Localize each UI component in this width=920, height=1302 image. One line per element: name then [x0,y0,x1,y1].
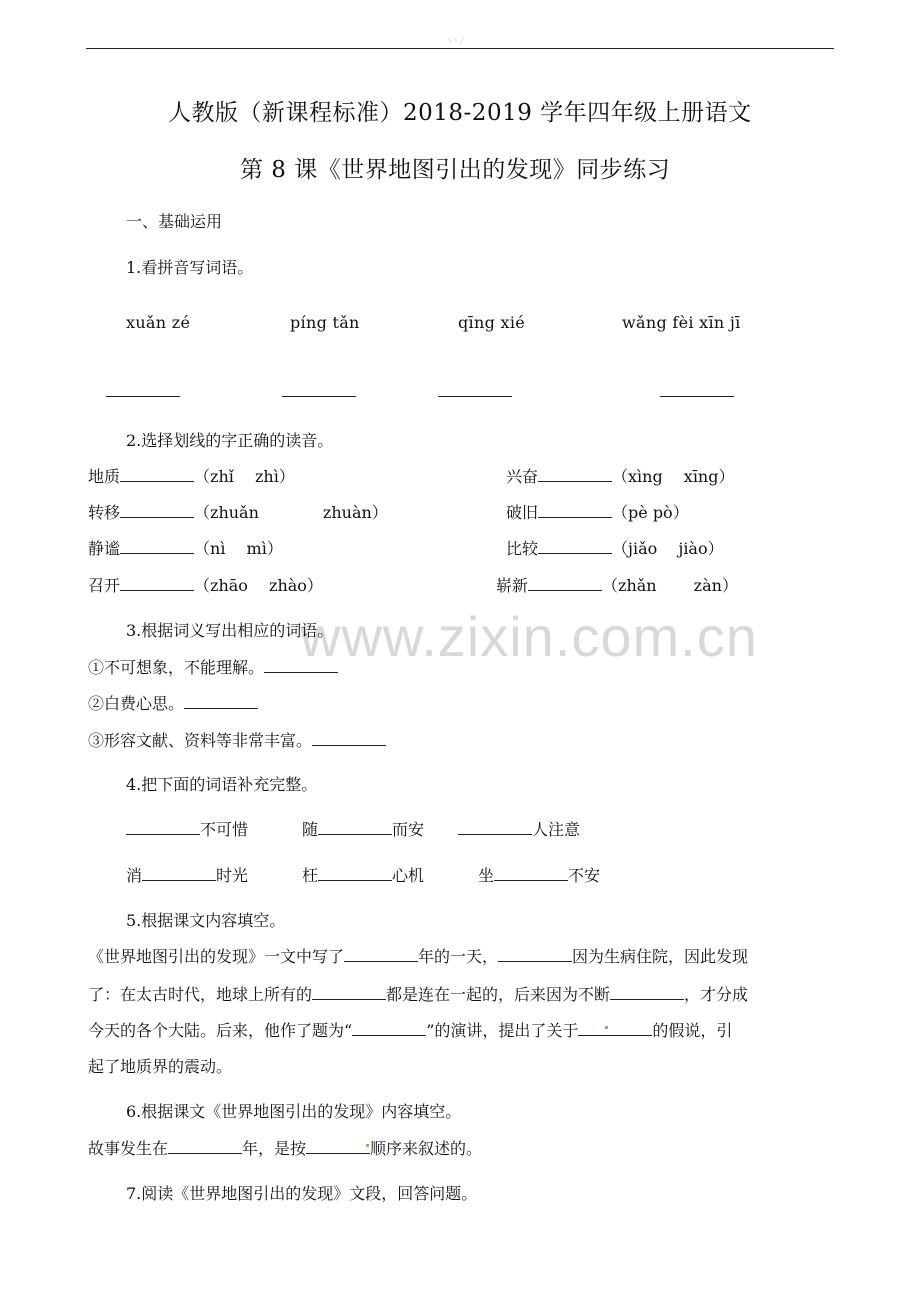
answer-blank-2[interactable] [282,382,356,397]
q2-row1-right [506,467,734,487]
q3-item-2 [88,694,258,714]
q6-text: 年，是按 [242,1139,307,1158]
q6-line [88,1139,482,1159]
q3-blank[interactable] [312,731,386,746]
question-2-label: 2.选择划线的字正确的读音。 [126,431,334,450]
q4-text: 心机 [392,866,425,885]
q2-options: （jiǎo jiào） [612,539,724,558]
q5-text: 都是连在一起的，后来因为不断 [386,985,611,1004]
q3-item-text: ②白费心思。 [88,694,185,713]
q2-word: 召开 [88,576,121,595]
q2-options: （pè pò） [612,503,689,522]
q2-row4-right [496,576,738,596]
question-7-label: 7.阅读《世界地图引出的发现》文段，回答问题。 [126,1184,478,1203]
q5-blank[interactable] [352,1021,426,1036]
q2-blank[interactable] [120,467,194,482]
q2-options: （zhāo zhào） [194,576,323,595]
q3-item-text: ①不可想象，不能理解。 [88,658,265,677]
q5-blank[interactable] [344,947,418,962]
q4-text: 人注意 [532,820,581,839]
q5-text: 年的一天， [418,947,499,966]
pinyin-2: píng tǎn [290,313,360,332]
q5-line-4: 起了地质界的震动。 [88,1057,233,1076]
q2-word: 比较 [506,539,539,558]
q4-blank[interactable] [494,866,568,881]
q2-word: 破旧 [506,503,539,522]
answer-blank-1[interactable] [106,382,180,397]
q2-row2-left [88,503,388,523]
q3-item-1 [88,658,338,678]
stray-mark [366,1144,369,1147]
q4-item-2-3 [478,866,600,886]
q4-text: 枉 [302,866,319,885]
question-5-label: 5.根据课文内容填空。 [126,911,286,930]
q2-word: 静谧 [88,539,121,558]
q6-text: 故事发生在 [88,1139,169,1158]
q5-line-1 [88,947,748,967]
q3-blank[interactable] [264,658,338,673]
q4-text: 时光 [216,866,249,885]
q5-blank[interactable] [578,1021,652,1036]
q2-options: （zhǎn zàn） [602,576,738,595]
q5-text: ，才分成 [684,985,749,1004]
q2-blank[interactable] [538,467,612,482]
pinyin-1: xuǎn zé [126,313,191,332]
q4-item-1-3 [458,820,580,840]
q2-options: （zhǐ zhì） [194,467,295,486]
q4-text: 随 [302,820,319,839]
q2-blank[interactable] [538,503,612,518]
q4-item-2-2 [302,866,424,886]
q6-text: 顺序来叙述的。 [370,1139,483,1158]
q2-blank[interactable] [120,539,194,554]
q2-blank[interactable] [538,539,612,554]
q4-text: 坐 [478,866,495,885]
q5-text: ”的演讲，提出了关于 [426,1021,579,1040]
q2-word: 地质 [88,467,121,486]
q2-word: 转移 [88,503,121,522]
q2-options: （xìng xīng） [612,467,735,486]
q2-row2-right [506,503,689,523]
q5-blank[interactable] [312,985,386,1000]
stray-mark [605,1026,608,1029]
q6-blank[interactable] [168,1139,242,1154]
header-logo-icon: ⺍ [446,34,466,58]
question-3-label: 3.根据词义写出相应的词语。 [126,621,334,640]
q3-item-3 [88,731,386,751]
q4-item-1-2 [302,820,424,840]
q4-blank[interactable] [126,820,200,835]
q4-text: 而安 [392,820,425,839]
watermark: www.zixin.com.cn [300,605,758,668]
q4-text: 消 [126,866,143,885]
q5-blank[interactable] [610,985,684,1000]
q2-row3-left [88,539,283,559]
q5-text: 因为生病住院，因此发现 [572,947,749,966]
q4-blank[interactable] [142,866,216,881]
q3-blank[interactable] [184,694,258,709]
question-6-label: 6.根据课文《世界地图引出的发现》内容填空。 [126,1102,462,1121]
q2-options: （nì mì） [194,539,283,558]
q2-word: 崭新 [496,576,529,595]
q4-blank[interactable] [318,820,392,835]
q2-blank[interactable] [528,576,602,591]
question-1-label: 1.看拼音写词语。 [126,258,254,277]
document-title-line1: 人教版（新课程标准）2018-2019 学年四年级上册语文 [168,100,752,126]
answer-blank-4[interactable] [660,382,734,397]
q5-line-2 [88,985,748,1005]
q2-word: 兴奋 [506,467,539,486]
q5-text: 《世界地图引出的发现》一文中写了 [88,947,345,966]
q4-text: 不安 [568,866,601,885]
pinyin-3: qīng xié [458,313,526,332]
answer-blank-3[interactable] [438,382,512,397]
q5-text: 今天的各个大陆。后来，他作了题为“ [88,1021,353,1040]
q5-blank[interactable] [498,947,572,962]
document-title-line2: 第 8 课《世界地图引出的发现》同步练习 [240,157,671,183]
q2-options: （zhuǎn zhuàn） [194,503,388,522]
q4-blank[interactable] [458,820,532,835]
q2-blank[interactable] [120,576,194,591]
q6-blank[interactable] [306,1139,370,1154]
q5-text: 了：在太古时代，地球上所有的 [88,985,313,1004]
q3-item-text: ③形容文献、资料等非常丰富。 [88,731,313,750]
q4-text: 不可惜 [200,820,249,839]
question-4-label: 4.把下面的词语补充完整。 [126,775,318,794]
q2-row4-left [88,576,323,596]
q2-blank[interactable] [120,503,194,518]
q5-text: 的假说，引 [652,1021,733,1040]
q4-item-1-1 [126,820,248,840]
q2-row3-right [506,539,724,559]
pinyin-4: wǎng fèi xīn jī [622,313,741,332]
q5-line-3 [88,1021,732,1041]
q4-blank[interactable] [318,866,392,881]
q4-item-2-1 [126,866,248,886]
section-heading: 一、基础运用 [126,212,223,231]
q2-row1-left [88,467,295,487]
